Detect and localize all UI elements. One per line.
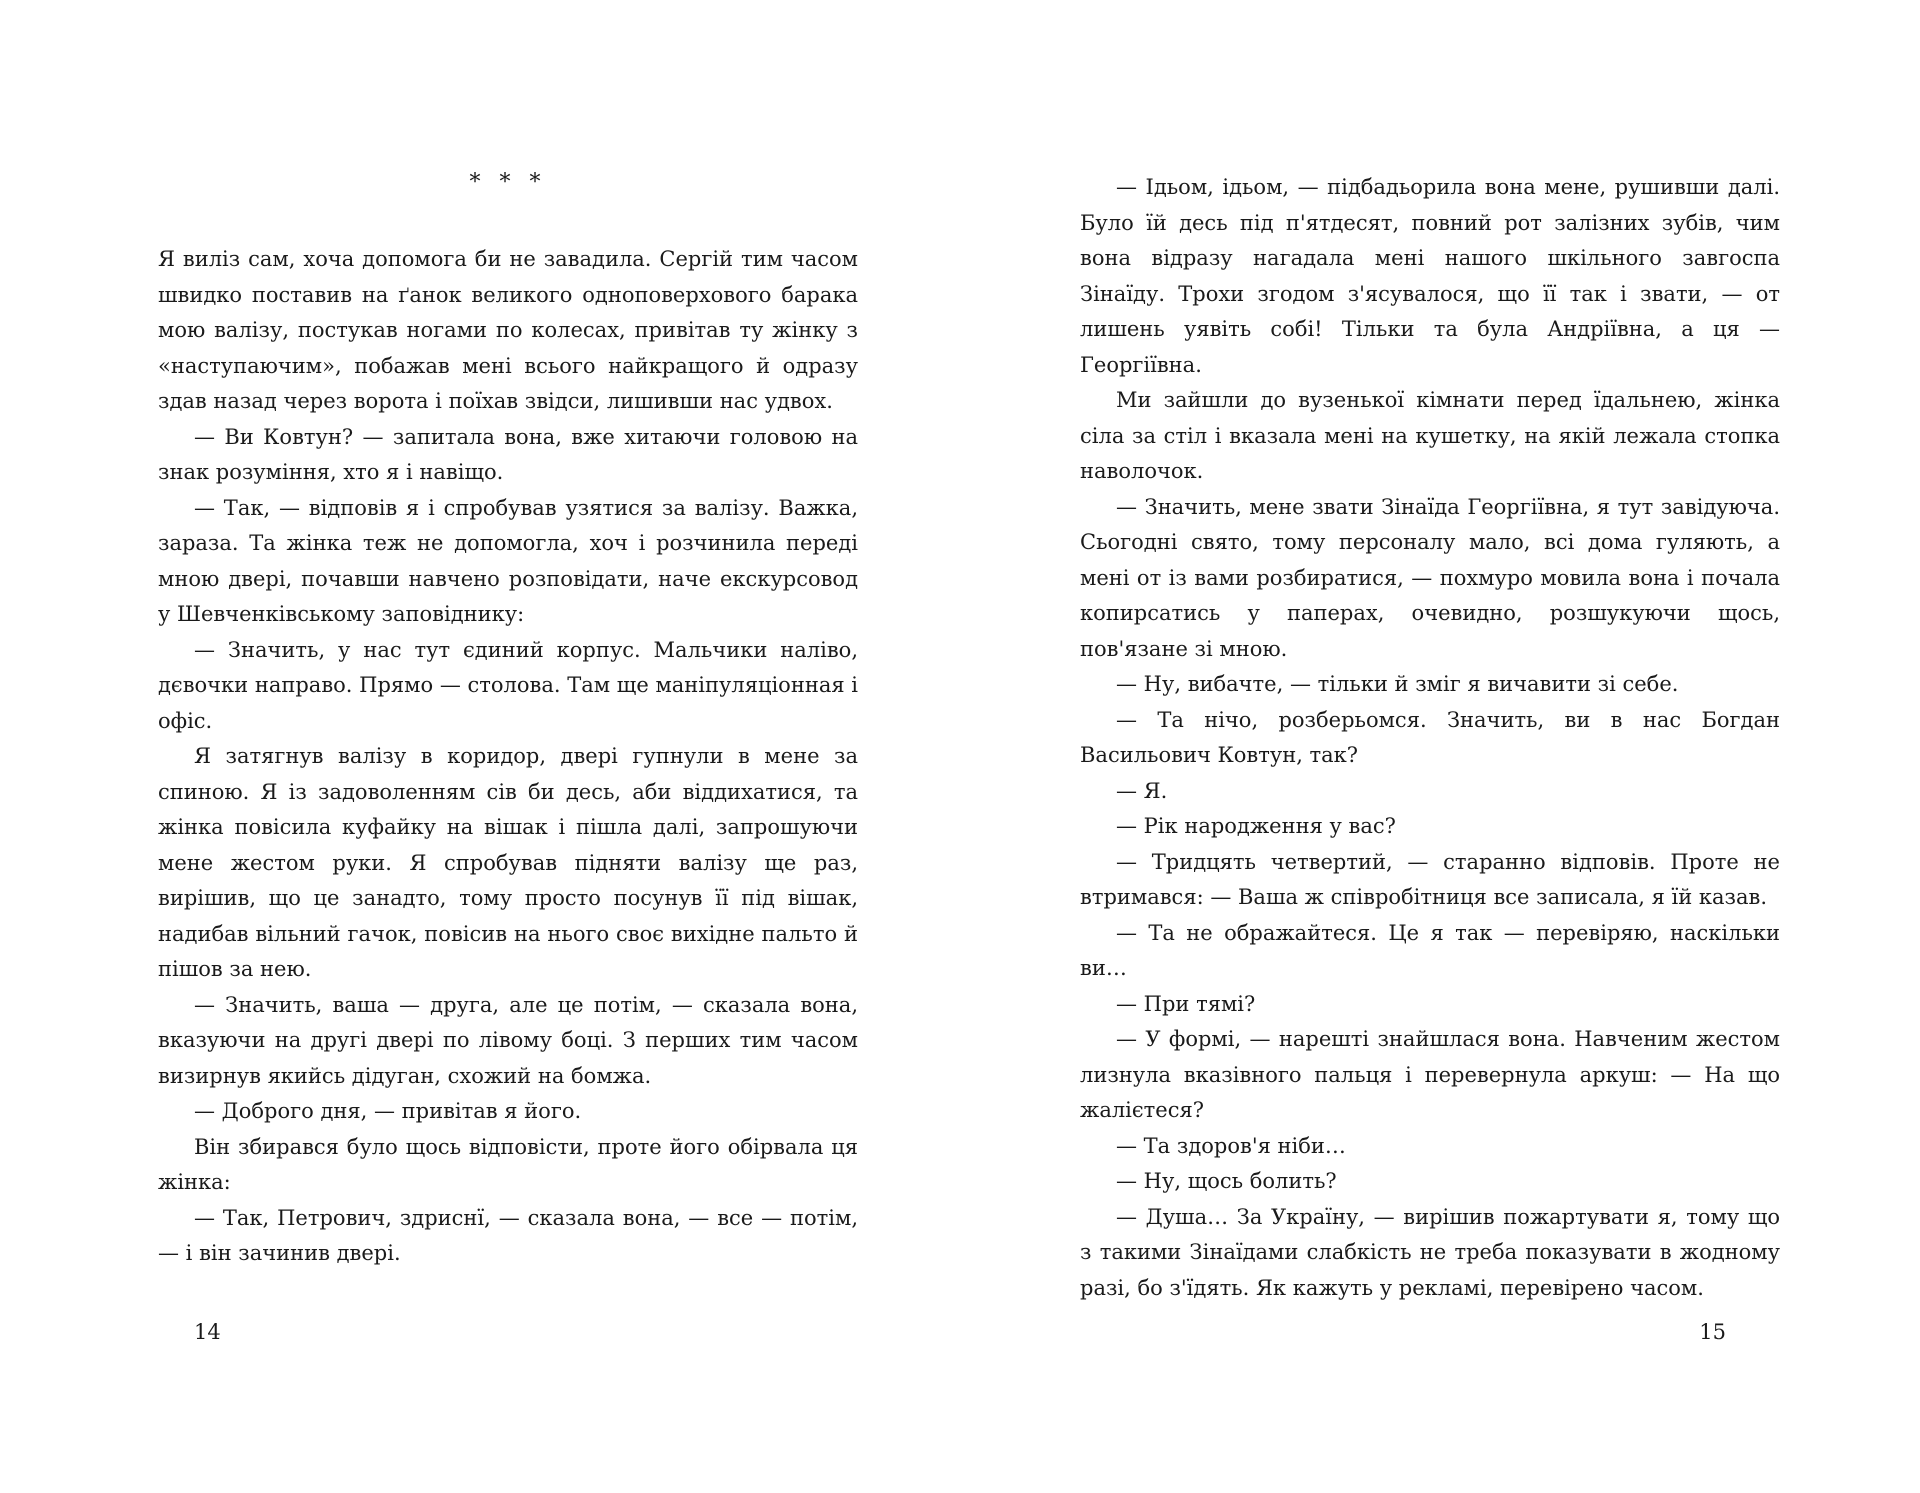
paragraph: — Значить, мене звати Зінаїда Георгіївна, я тут завідуюча. Сьогодні свято, тому персоналу мало, всі дома гуляють, а мені от із вами розбиратися, — похмуро мовила вона і почала копирсатись у паперах, очевидно, розшукуючи щось, пов'язане зі мною. [1080, 494, 1780, 661]
paragraph: Я виліз сам, хоча допомога би не завадила. Сергій тим часом швидко поставив на ґанок великого одноповерхового барака мою валізу, постукав ногами по колесах, привітав ту жінку з «наступаючим», побажав мені всього найкращого й одразу здав назад через ворота і поїхав звідси, лишивши нас удвох. [158, 247, 858, 413]
paragraph: — Та не ображайтеся. Це я так — перевіряю, наскільки ви… [1080, 920, 1780, 980]
right-text-block [1080, 170, 1780, 1306]
paragraph: — Доброго дня, — привітав я його. [194, 1099, 582, 1123]
paragraph: — Ідьом, ідьом, — підбадьорила вона мене, рушивши далі. Було їй десь під п'ятдесят, повний рот залізних зубів, чим вона відразу нагадала мені нашого шкільного завгоспа Зінаїду. Трохи згодом з'ясувалося, що її так і звати, — от лишень уявіть собі! Тільки та була Андріївна, а ця — Георгіївна. [1080, 175, 1780, 377]
paragraph: — Рік народження у вас? [1116, 814, 1396, 838]
paragraph: — Я. [1116, 778, 1168, 803]
paragraph: Він збирався було щось відповісти, проте його обірвала ця жінка: [158, 1134, 858, 1194]
paragraph: — Тридцять четвертий, — старанно відповів. Проте не втримався: — Ваша ж співробітниця все записала, я їй казав. [1080, 849, 1780, 909]
paragraph: — Значить, ваша — друга, але це потім, — сказала вона, вказуючи на другі двері по лівому боці. З перших тим часом визирнув якийсь дідуган, схожий на бомжа. [158, 992, 858, 1088]
left-page [158, 0, 858, 1493]
section-separator: * * * [469, 170, 547, 195]
paragraph: — У формі, — нарешті знайшлася вона. Навченим жестом лизнула вказівного пальця і перевернула аркуш: — На що жалієтеся? [1080, 1027, 1780, 1122]
paragraph: — Значить, у нас тут єдиний корпус. Мальчики наліво, дєвочки направо. Прямо — столова. Там ще маніпуляціонная і офіс. [158, 637, 858, 733]
paragraph: — При тямі? [1116, 991, 1256, 1016]
paragraph: — Та нічо, розберьомся. Значить, ви в нас Богдан Васильович Ковтун, так? [1080, 707, 1780, 767]
right-page [1080, 0, 1780, 1493]
page-number-right: 15 [1699, 1320, 1726, 1344]
page-number-left: 14 [194, 1320, 221, 1344]
left-text-block [158, 242, 858, 1272]
paragraph: — Ну, щось болить? [1116, 1169, 1337, 1193]
paragraph: — Душа… За Україну, — вирішив пожартувати я, тому що з такими Зінаїдами слабкість не треба показувати в жодному разі, бо з'їдять. Як кажуть у рекламі, перевірено часом. [1080, 1204, 1780, 1300]
paragraph: — Так, Петрович, здриснї, — сказала вона, — все — потім, — і він зачинив двері. [158, 1205, 858, 1265]
paragraph: Я затягнув валізу в коридор, двері гупнули в мене за спиною. Я із задоволенням сів би десь, аби віддихатися, та жінка повісила куфайку на вішак і пішла далі, запрошуючи мене жестом руки. Я спробував підняти валізу ще раз, вирішив, що це занадто, тому просто посунув її під вішак, надибав вільний гачок, повісив на нього своє вихідне пальто й пішов за нею. [158, 744, 858, 981]
paragraph: — Так, — відповів я і спробував узятися за валізу. Важка, зараза. Та жінка теж не допомогла, хоч і розчинила переді мною двері, почавши навчено розповідати, наче екскурсовод у Шевченківському заповіднику: [158, 495, 858, 626]
paragraph: — Ви Ковтун? — запитала вона, вже хитаючи головою на знак розуміння, хто я і навіщо. [158, 424, 858, 484]
paragraph: — Та здоров'я ніби… [1116, 1133, 1346, 1158]
paragraph: — Ну, вибачте, — тільки й зміг я вичавити зі себе. [1116, 672, 1679, 696]
paragraph: Ми зайшли до вузенької кімнати перед їдальнею, жінка сіла за стіл і вказала мені на кушетку, на якій лежала стопка наволочок. [1080, 388, 1780, 483]
